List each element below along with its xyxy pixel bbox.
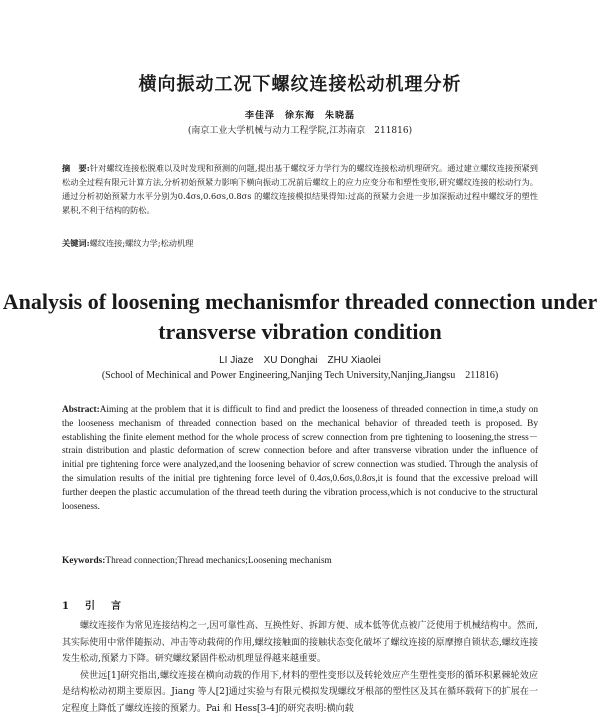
introduction-body xyxy=(62,618,538,717)
english-title: Analysis of loosening mechanismfor threaded connection under transverse vibration condition xyxy=(0,287,600,347)
english-abstract-label: Abstract: xyxy=(62,405,100,415)
english-authors: LI Jiaze XU Donghai ZHU Xiaolei xyxy=(0,351,600,366)
english-abstract-text: Aiming at the problem that it is difficult to find and predict the looseness of threaded connection in time,a study on the looseness mechanism of threaded connection based on the mechanical behavior of threaded teeth is proposed. By establishing the finite element method for the whole process of screw connection from pre tightening to loosening,the stress－strain distribution and plastic deformation of screw connection before and after transverse vibration under the influence of initial pre tightening force were analyzed,and the loosening behavior of screw connection was studied. Through the analysis of the simulation results of the initial pre tightening force level of 0.4σs,0.6σs,0.8σs,it is found that the excessive preload will further deepen the plastic accumulation of the thread teeth during the vibration process,which is not conducive to the structural looseness. xyxy=(62,405,538,512)
intro-paragraph: 螺纹连接作为常见连接结构之一,因可靠性高、互换性好、拆卸方便、成本低等优点被广泛使用于机械结构中。然而,其实际使用中常伴随振动、冲击等动载荷的作用,螺纹接触面的接触状态变化破坏了螺纹连接的原摩擦自锁状态,螺纹连接发生松动,预紧力下降。研究螺纹紧固件松动机理显得越来越重要。 xyxy=(62,618,538,668)
intro-paragraph: 侯世远[1]研究指出,螺纹连接在横向动载的作用下,材料的塑性变形以及转轮效应产生塑性变形的循环积累棘轮效应是结构松动初期主要原因。Jiang 等人[2]通过实验与有限元模拟发现螺纹牙根部的塑性区及其在循环载荷下的扩展在一定程度上降低了螺纹连接的预紧力。Pai 和 Hess[3-4]的研究表明:横向载 xyxy=(62,668,538,717)
chinese-authors: 李佳泽 徐东海 朱晓磊 xyxy=(0,108,600,121)
chinese-keywords-label: 关键词: xyxy=(62,238,90,248)
english-keywords xyxy=(62,556,538,566)
chinese-keywords xyxy=(62,238,538,249)
chinese-title: 横向振动工况下螺纹连接松动机理分析 xyxy=(0,70,600,96)
english-keywords-label: Keywords: xyxy=(62,556,105,566)
chinese-keywords-text: 螺纹连接;螺纹力学;松动机理 xyxy=(90,238,194,248)
chinese-abstract-text: 针对螺纹连接松脱难以及时发现和预测的问题,提出基于螺纹牙力学行为的螺纹连接松动机理研究。通过建立螺纹连接预紧到松动全过程有限元计算方法,分析初始预紧力影响下横向振动工况前后螺纹上的应力应变分布和塑性变形,研究螺纹连接的松动行为。通过分析初始预紧力水平分别为0.4σs,0.6σs,0.8σs 的螺纹连接模拟结果得知:过高的预紧力会进一步加深振动过程中螺纹牙的塑性累积,不利于结构的防松。 xyxy=(62,163,538,215)
english-affiliation: (School of Mechinical and Power Engineering,Nanjing Tech University,Nanjing,Jiangsu 211816) xyxy=(0,366,600,381)
chinese-abstract-label: 摘 要: xyxy=(62,163,90,173)
section-heading-introduction: 1 引 言 xyxy=(62,597,124,612)
english-abstract xyxy=(62,404,538,514)
chinese-abstract xyxy=(62,161,538,217)
chinese-affiliation: (南京工业大学机械与动力工程学院,江苏南京 211816) xyxy=(0,123,600,136)
english-keywords-text: Thread connection;Thread mechanics;Loosening mechanism xyxy=(105,556,331,566)
